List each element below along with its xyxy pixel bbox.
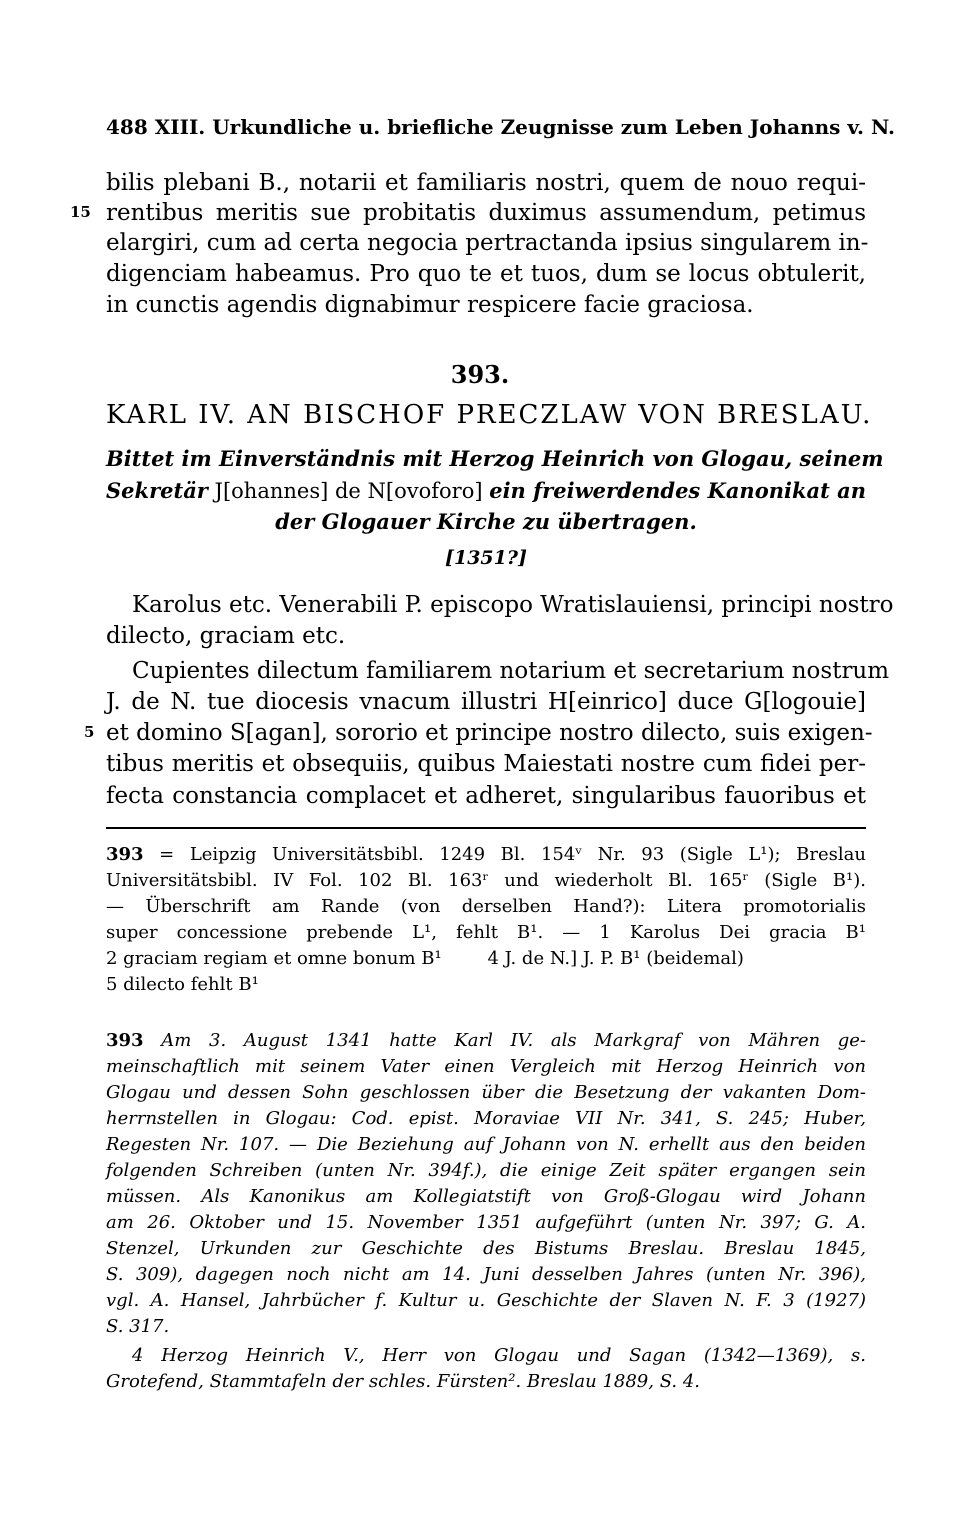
line-number: 15	[70, 203, 91, 221]
document-ref: 393	[106, 1030, 144, 1051]
apparatus-line: 2 graciam regiam et omne bonum B¹ 4 J. de N.] J. P. B¹ (beidemal)	[106, 948, 744, 969]
commentary-line: Regesten Nr. 107. — Die Beziehung auf Johann von N. erhellt aus den beiden	[106, 1134, 866, 1155]
commentary-line: Grotefend, Stammtafeln der schles. Fürsten². Breslau 1889, S. 4.	[106, 1371, 701, 1392]
commentary-line: Glogau und dessen Sohn geschlossen über die Besetzung der vakanten Dom-	[106, 1082, 866, 1103]
apparatus-line: 5 dilecto fehlt B¹	[106, 974, 259, 995]
apparatus-line: — Überschrift am Rande (von derselben Hand?): Litera promotorialis	[106, 896, 866, 917]
text-line: Karolus etc. Venerabili P. episcopo Wratislauiensi, principi nostro	[132, 592, 894, 618]
regest-line	[106, 476, 866, 506]
text-line: tibus meritis et obsequiis, quibus Maiestati nostre cum fidei per-	[106, 751, 866, 777]
text-line: dilecto, graciam etc.	[106, 623, 346, 649]
line-number: 5	[84, 723, 95, 741]
commentary-line: S. 309), dagegen noch nicht am 14. Juni desselben Jahres (unten Nr. 396),	[106, 1264, 866, 1285]
commentary-line: 4 Herzog Heinrich V., Herr von Glogau und Sagan (1342—1369), s.	[132, 1345, 866, 1366]
document-date: [1351?]	[445, 547, 527, 569]
prev-text-line: digenciam habeamus. Pro quo te et tuos, dum se locus obtulerit,	[106, 261, 866, 287]
commentary-line: 393 Am 3. August 1341 hatte Karl IV. als Markgraf von Mähren ge-	[106, 1030, 866, 1051]
commentary-line: Stenzel, Urkunden zur Geschichte des Bistums Breslau. Breslau 1845,	[106, 1238, 866, 1259]
regest-segment: Sekretär	[106, 478, 208, 503]
commentary-line: am 26. Oktober und 15. November 1351 aufgeführt (unten Nr. 397; G. A.	[106, 1212, 866, 1233]
running-header: 488 XIII. Urkundliche u. briefliche Zeugnisse zum Leben Johanns v. N.	[106, 115, 895, 139]
document-ref: 393	[106, 844, 144, 865]
commentary-line: folgenden Schreiben (unten Nr. 394f.), die einige Zeit später ergangen sein	[106, 1160, 866, 1181]
commentary-line: S. 317.	[106, 1316, 170, 1337]
prev-text-line: rentibus meritis sue probitatis duximus assumendum, petimus	[106, 200, 866, 226]
text-line: fecta constancia complacet et adheret, singularibus fauoribus et	[106, 783, 866, 809]
prev-text-line: in cunctis agendis dignabimur respicere facie graciosa.	[106, 292, 754, 318]
apparatus-line: Universitätsbibl. IV Fol. 102 Bl. 163ʳ und wiederholt Bl. 165ʳ (Sigle B¹).	[106, 870, 866, 891]
regest-line: Bittet im Einverständnis mit Herzog Heinrich von Glogau, seinem	[106, 446, 884, 471]
text-line: J. de N. tue diocesis vnacum illustri H[einrico] duce G[logouie]	[106, 689, 866, 715]
commentary-line: vgl. A. Hansel, Jahrbücher f. Kultur u. Geschichte der Slaven N. F. 3 (1927)	[106, 1290, 866, 1311]
regest-segment: J[ohannes] de N[ovoforo]	[207, 479, 490, 503]
document-title: KARL IV. AN BISCHOF PRECZLAW VON BRESLAU.	[106, 400, 873, 430]
text-line: et domino S[agan], sororio et principe nostro dilecto, suis exigen-	[106, 720, 873, 746]
commentary-line: müssen. Als Kanonikus am Kollegiatstift von Groß-Glogau wird Johann	[106, 1186, 866, 1207]
prev-text-line: bilis plebani B., notarii et familiaris nostri, quem de nouo requi-	[106, 170, 866, 196]
regest-line: der Glogauer Kirche zu übertragen.	[275, 509, 697, 534]
regest-segment: ein freiwerdendes Kanonikat an	[489, 478, 866, 503]
commentary-line: meinschaftlich mit seinem Vater einen Vergleich mit Herzog Heinrich von	[106, 1056, 866, 1077]
apparatus-line: super concessione prebende L¹, fehlt B¹. — 1 Karolus Dei gracia B¹	[106, 922, 866, 943]
text-line: Cupientes dilectum familiarem notarium et secretarium nostrum	[132, 658, 890, 684]
prev-text-line: elargiri, cum ad certa negocia pertractanda ipsius singularem in-	[106, 230, 869, 256]
document-number: 393.	[450, 360, 510, 389]
commentary-line: herrnstellen in Glogau: Cod. epist. Moraviae VII Nr. 341, S. 245; Huber,	[106, 1108, 866, 1129]
apparatus-divider	[106, 827, 866, 829]
apparatus-line: 393 = Leipzig Universitätsbibl. 1249 Bl. 154ᵛ Nr. 93 (Sigle L¹); Breslau	[106, 844, 866, 865]
